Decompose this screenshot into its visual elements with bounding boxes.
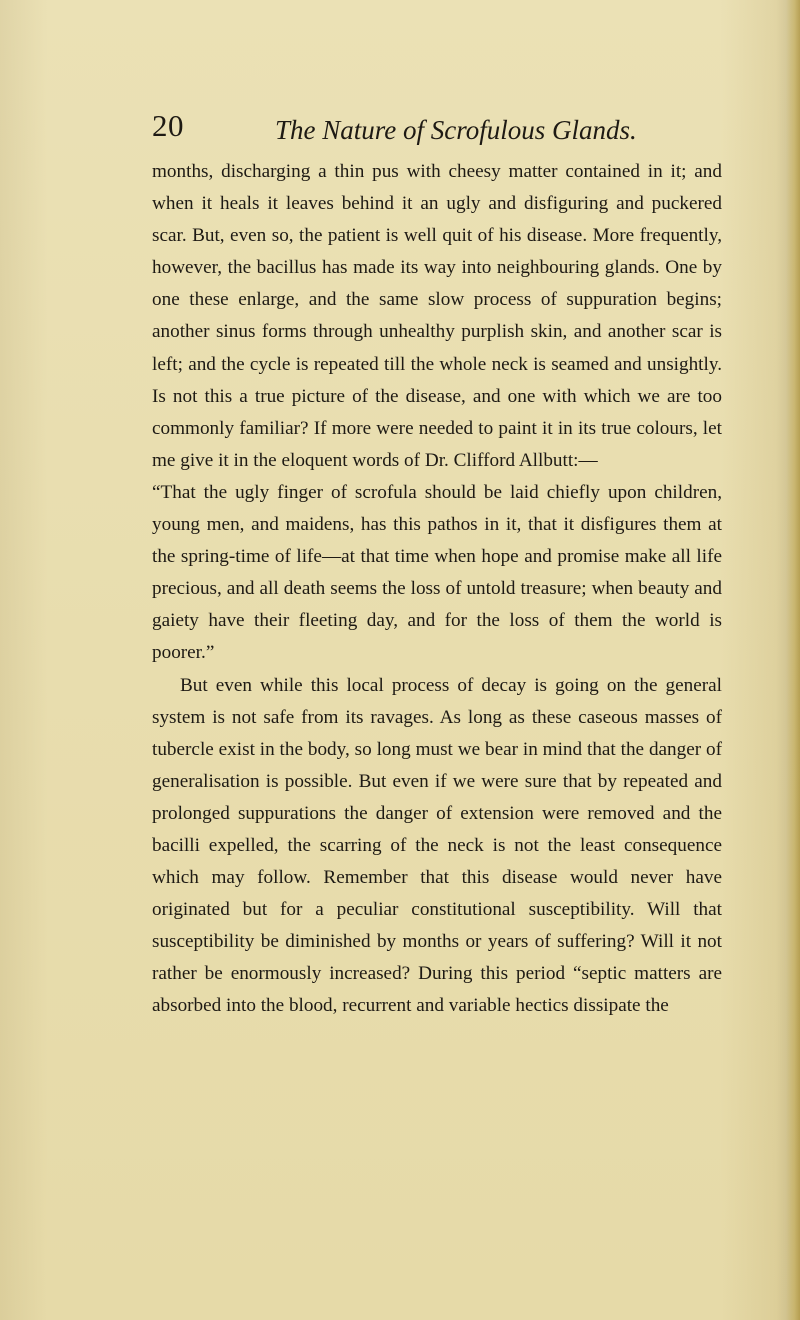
page-edge-shadow	[786, 0, 800, 1320]
running-title: The Nature of Scrofulous Glands.	[275, 115, 637, 145]
paragraph: But even while this local process of decay is going on the general system is not safe from its ravages. As long as these caseous masses of tubercle exist in the body, so long must we bear in mind that the danger of generalisation is possible. But even if we were sure that by repeated and prolonged suppurations the danger of extension were removed and the bacilli expelled, the scarring of the neck is not the least consequence which may follow. Remember that this disease would never have originated but for a peculiar constitutional susceptibility. Will that susceptibility be diminished by months or years of suffering? Will it not rather be enormously increased? During this period “septic matters are absorbed into the blood, recurrent and variable hectics dissipate the	[152, 674, 722, 1017]
paragraph-quotation: “That the ugly finger of scrofula should be laid chiefly upon children, young men, and maidens, has this pathos in it, that it disfigures them at the spring-time of life—at that time when hope and promise make all life precious, and all death seems the loss of untold treasure; when beauty and gaiety have their fleeting day, and for the loss of them the world is poorer.”	[152, 481, 722, 664]
paragraph-continued: months, discharging a thin pus with cheesy matter contained in it; and when it heals it leaves behind it an ugly and disfiguring and puckered scar. But, even so, the patient is well quit of his disease. More frequently, however, the bacillus has made its way into neighbouring glands. One by one these enlarge, and the same slow process of suppuration begins; another sinus forms through unhealthy purplish skin, and another scar is left; and the cycle is repeated till the whole neck is seamed and unsightly. Is not this a true picture of the disease, and one with which we are too commonly familiar? If more were needed to paint it in its true colours, let me give it in the eloquent words of Dr. Clifford Allbutt:—	[152, 161, 722, 471]
page-number: 20	[152, 108, 184, 143]
body-text	[152, 156, 722, 1023]
